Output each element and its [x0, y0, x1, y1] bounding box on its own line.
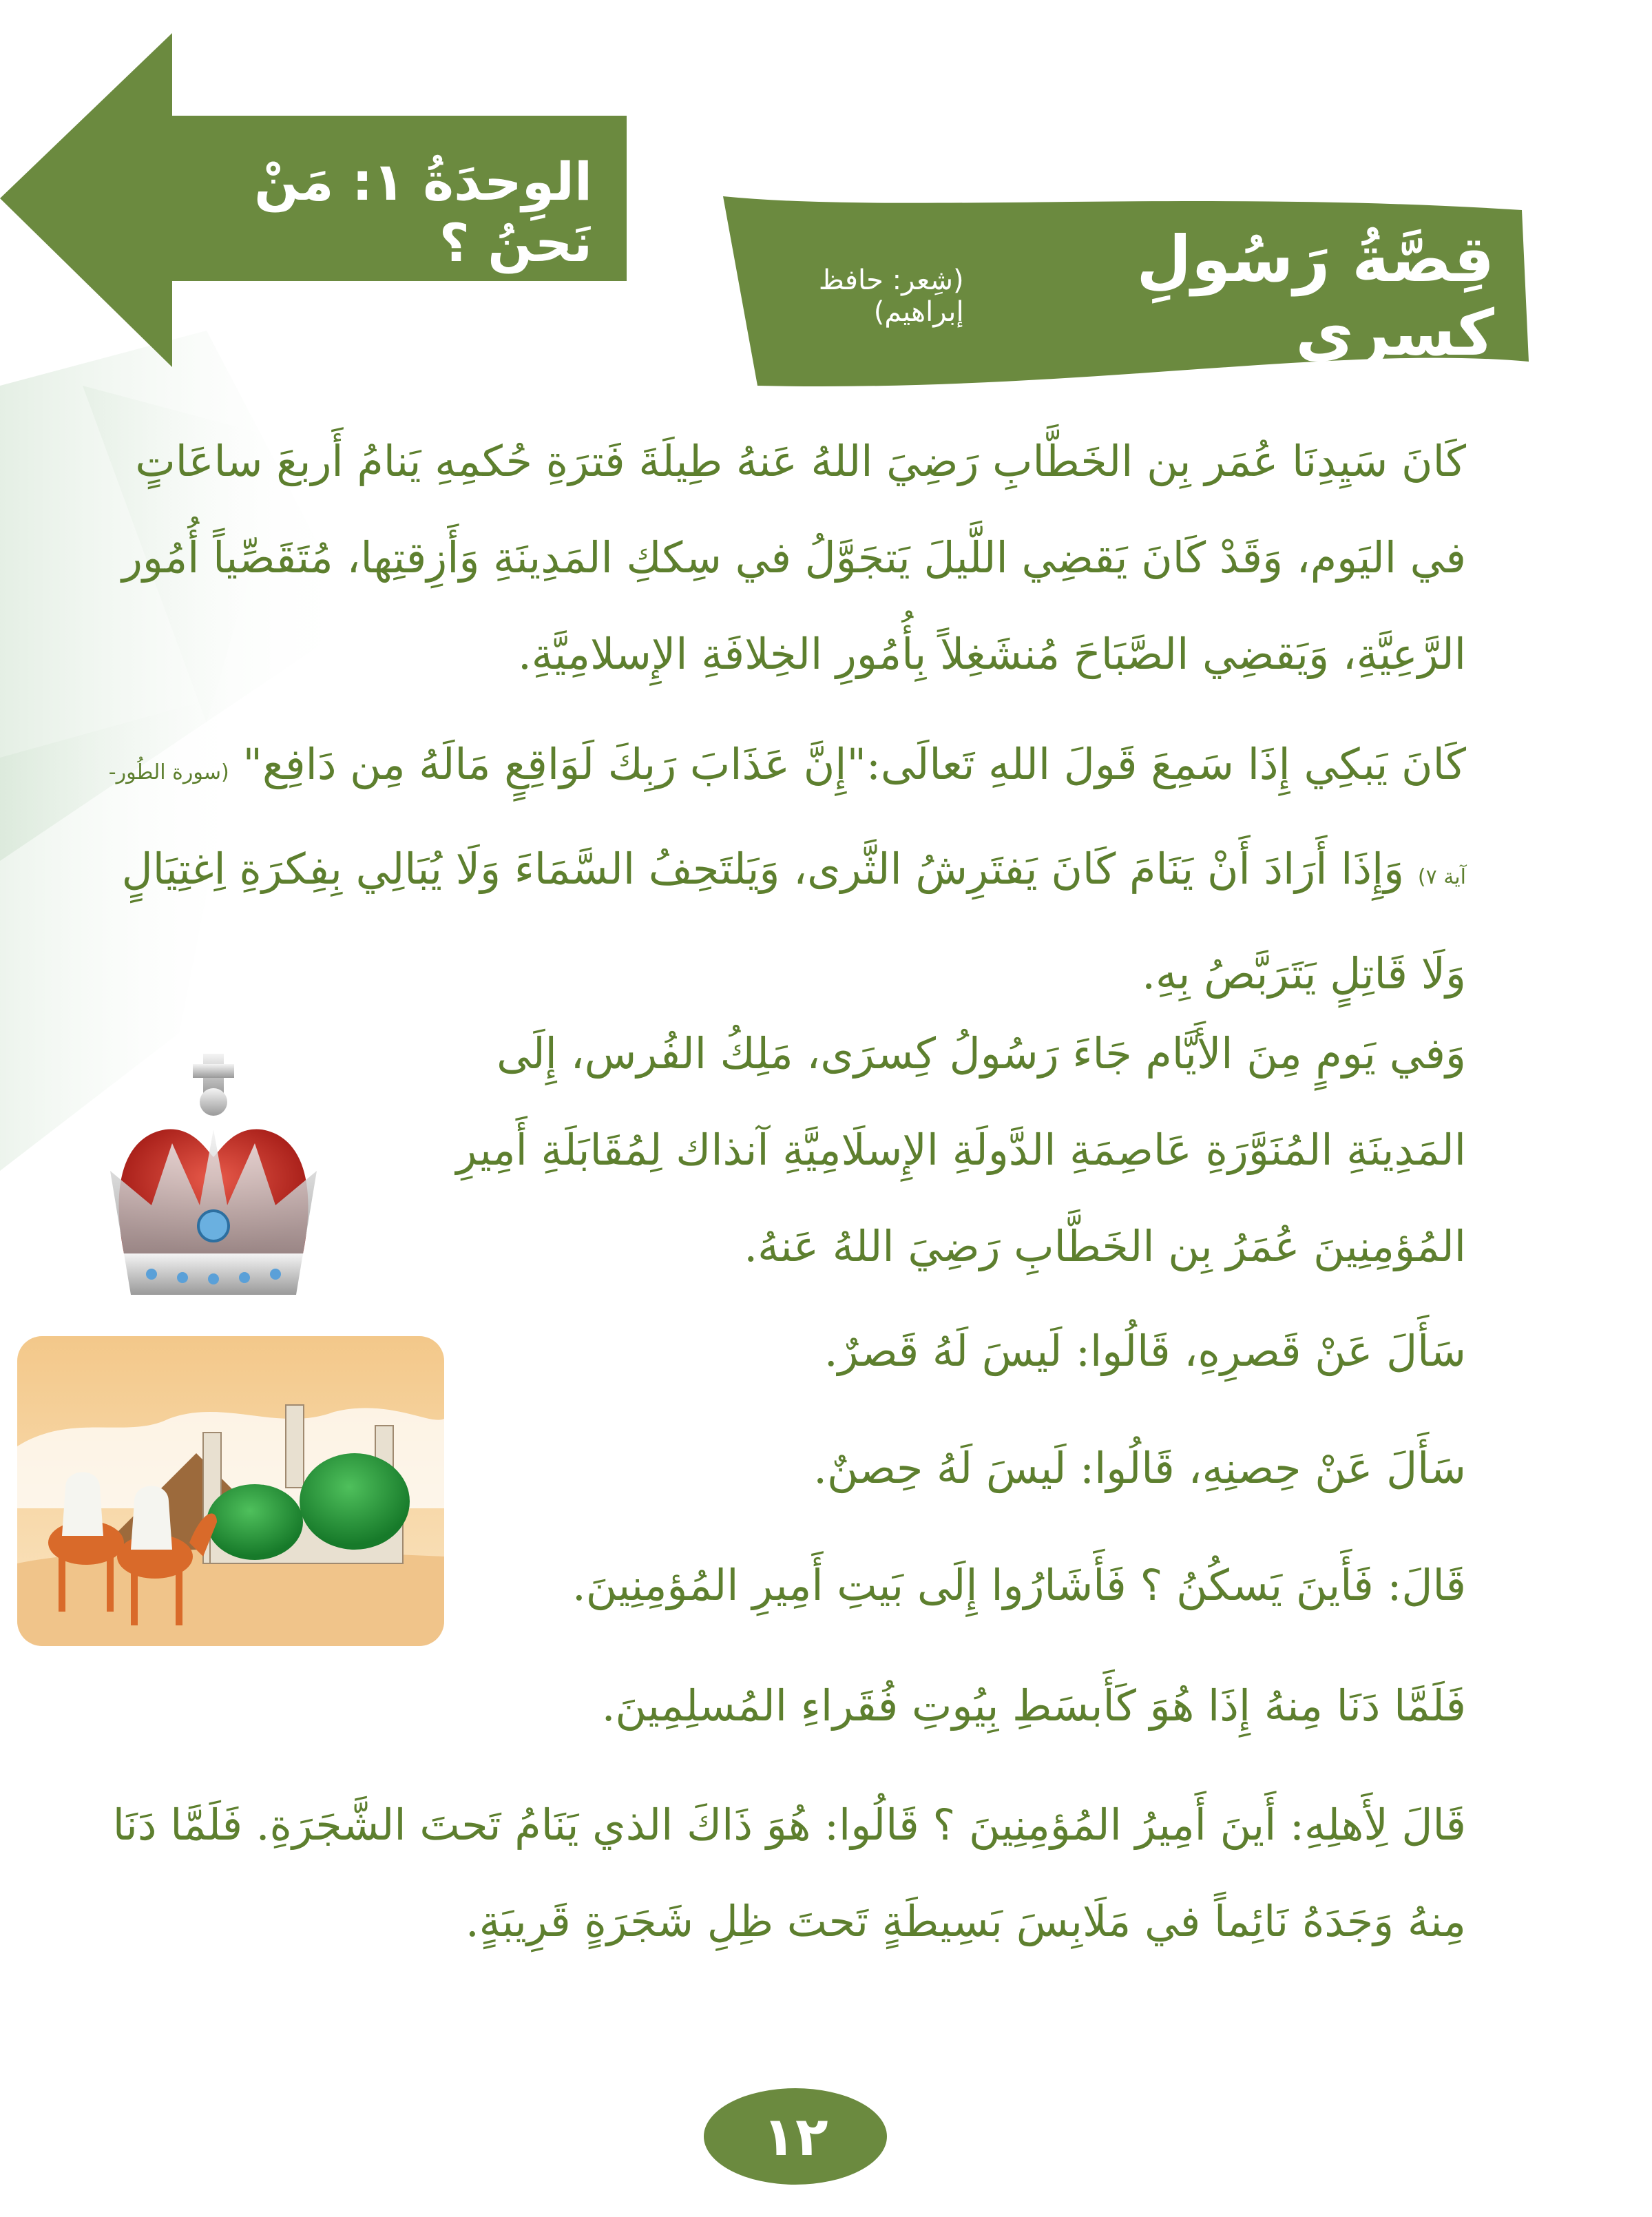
story-title: قِصَّةُ رَسُولِ كِسرى [1136, 222, 1494, 370]
paragraph-3: وَفي يَومٍ مِنَ الأَيَّام جَاءَ رَسُولُ كِسرَى، مَلِكُ الفُرس، إِلَى المَدِينَةِ المُنَوَّرَةِ عَاصِمَةِ الدَّولَةِ الإِسلَامِيَّةِ آنذاك لِمُقَابَلَةِ أَمِيرِ المُؤمِنِينَ عُمَرُ بِن الخَطَّابِ رَضِيَ اللهُ عَنهُ. [456, 1028, 1466, 1271]
line-fort: سَأَلَ عَنْ حِصنِهِ، قَالُوا: لَيسَ لَهُ حِصنٌ. [813, 1443, 1466, 1493]
poem-credit: (شِعر: حافظ إبراهيم) [818, 264, 964, 328]
desert-scene [17, 1336, 444, 1646]
line-palace: سَأَلَ عَنْ قَصرِهِ، قَالُوا: لَيسَ لَهُ قَصرٌ. [824, 1326, 1466, 1376]
quran-citation: (سورة الطُور- آية ٧) [108, 760, 1466, 889]
title-block [751, 222, 1494, 370]
paragraph-1: كَانَ سَيِدِنَا عُمَر بِن الخَطَّابِ رَضِيَ اللهُ عَنهُ طِيلَةَ فَترَةِ حُكمِهِ يَنامُ أَربعَ ساعَاتٍ في اليَوم، وَقَدْ كَانَ يَقضِي اللَّيلَ يَتجَوَّلُ في سِككِ المَدِينَةِ وَأَزِقتِها، مُتَقَصِّياً أُمُور الرَّعِيَّةِ، وَيَقضِي الصَّبَاحَ مُنشَغِلاً بِأُمُورِ الخِلافَةِ الإِسلامِيَّةِ. [121, 436, 1466, 679]
paragraph-2-rest: وَإِذَا أَرَادَ أَنْ يَنَامَ كَانَ يَفتَرِشُ الثَّرى، وَيَلتَحِفُ السَّمَاءَ وَلَا يُبَالِي بِفِكرَةِ اِغتِيَالٍ وَلَا قَاتِلٍ يَتَرَبَّصُ بِهِ. [121, 844, 1466, 999]
page-number: ١٢ [762, 2105, 828, 2168]
line-where-lives: قَالَ: فَأَينَ يَسكُنُ ؟ فَأَشَارُوا إِلَى بَيتِ أَمِيرِ المُؤمِنِينَ. [572, 1560, 1466, 1610]
crown-illustration [96, 1047, 331, 1315]
paragraph-2 [103, 716, 1466, 1022]
line-simple-house: فَلَمَّا دَنَا مِنهُ إِذَا هُوَ كَأَبسَطِ بِيُوتِ فُقَراءِ المُسلِمِينَ. [601, 1680, 1466, 1731]
unit-label: الوِحدَةُ ١: مَنْ نَحنُ ؟ [254, 151, 592, 273]
camels-mosque-illustration [17, 1336, 444, 1646]
paragraph-8: قَالَ لِأَهلِهِ: أَينَ أَمِيرُ المُؤمِنِينَ ؟ قَالُوا: هُوَ ذَاكَ الذي يَنَامُ تَحتَ الشَّجَرَةِ. فَلَمَّا دَنَا مِنهُ وَجَدَهُ نَائِماً في مَلَابِسَ بَسِيطَةٍ تَحتَ ظِلِ شَجَرَةٍ قَرِيبَةٍ. [112, 1800, 1466, 1946]
quran-quote: كَانَ يَبكِي إِذَا سَمِعَ قَولَ اللهِ تَعالَى:"إِنَّ عَذَابَ رَبِكَ لَوَاقِعٍ مَالَهُ مِن دَافِع" [242, 739, 1466, 789]
